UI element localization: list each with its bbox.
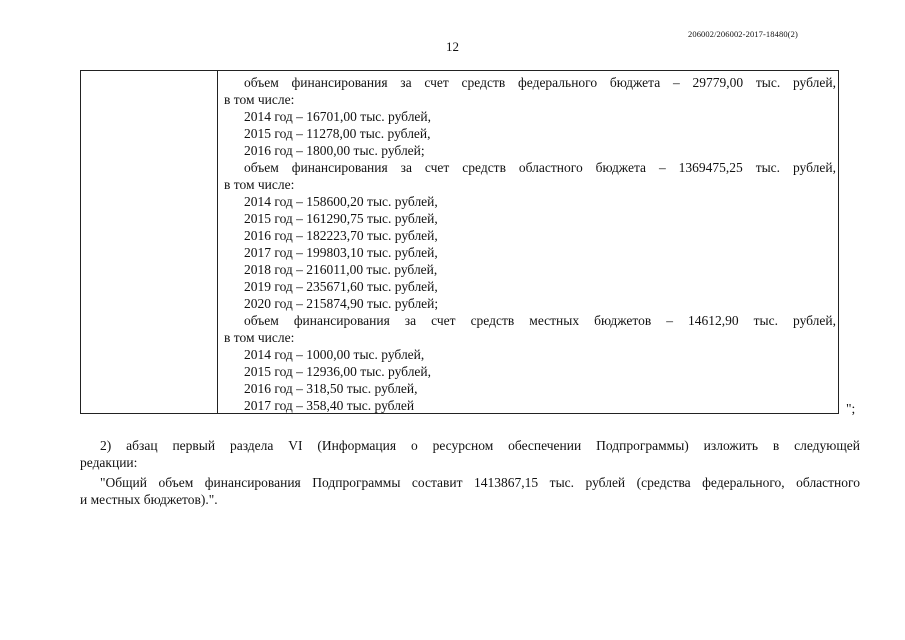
page-number: 12	[446, 39, 459, 54]
quote-line-2: и местных бюджетов).".	[80, 492, 218, 507]
table-column-divider	[217, 71, 218, 413]
table-line: 2016 год – 182223,70 тыс. рублей,	[244, 228, 438, 243]
table-line: 2016 год – 1800,00 тыс. рублей;	[244, 143, 425, 158]
table-line: в том числе:	[224, 92, 295, 107]
table-line: 2014 год – 158600,20 тыс. рублей,	[244, 194, 438, 209]
table-line: 2017 год – 358,40 тыс. рублей	[244, 398, 415, 413]
table-line: объем финансирования за счет средств федерального бюджета – 29779,00 тыс. рублей,	[244, 75, 836, 90]
table-line: 2017 год – 199803,10 тыс. рублей,	[244, 245, 438, 260]
table-line: объем финансирования за счет средств областного бюджета – 1369475,25 тыс. рублей,	[244, 160, 836, 175]
table-line: 2015 год – 12936,00 тыс. рублей,	[244, 364, 432, 379]
table-line: 2015 год – 11278,00 тыс. рублей,	[244, 126, 431, 141]
financing-table	[80, 70, 839, 414]
table-line: 2016 год – 318,50 тыс. рублей,	[244, 381, 418, 396]
table-line: в том числе:	[224, 330, 295, 345]
new-text-quote	[80, 474, 860, 508]
closing-quote-mark: ";	[846, 401, 856, 416]
table-line: 2014 год – 16701,00 тыс. рублей,	[244, 109, 432, 124]
table-line: 2019 год – 235671,60 тыс. рублей,	[244, 279, 438, 294]
table-line: 2015 год – 161290,75 тыс. рублей,	[244, 211, 438, 226]
quote-line-1: "Общий объем финансирования Подпрограммы составит 1413867,15 тыс. рублей (средства федерального, областного	[100, 475, 860, 490]
table-line: 2020 год – 215874,90 тыс. рублей;	[244, 296, 439, 311]
table-line: объем финансирования за счет средств местных бюджетов – 14612,90 тыс. рублей,	[244, 313, 836, 328]
table-line: в том числе:	[224, 177, 295, 192]
financing-cell-text	[224, 74, 836, 414]
table-line: 2014 год – 1000,00 тыс. рублей,	[244, 347, 425, 362]
item-2-line-2: редакции:	[80, 455, 138, 470]
document-id: 206002/206002-2017-18480(2)	[688, 29, 798, 39]
item-2-line-1: 2) абзац первый раздела VI (Информация о ресурсном обеспечении Подпрограммы) изложить в следующей	[100, 438, 860, 453]
amendment-item-2	[80, 437, 860, 471]
table-line: 2018 год – 216011,00 тыс. рублей,	[244, 262, 438, 277]
